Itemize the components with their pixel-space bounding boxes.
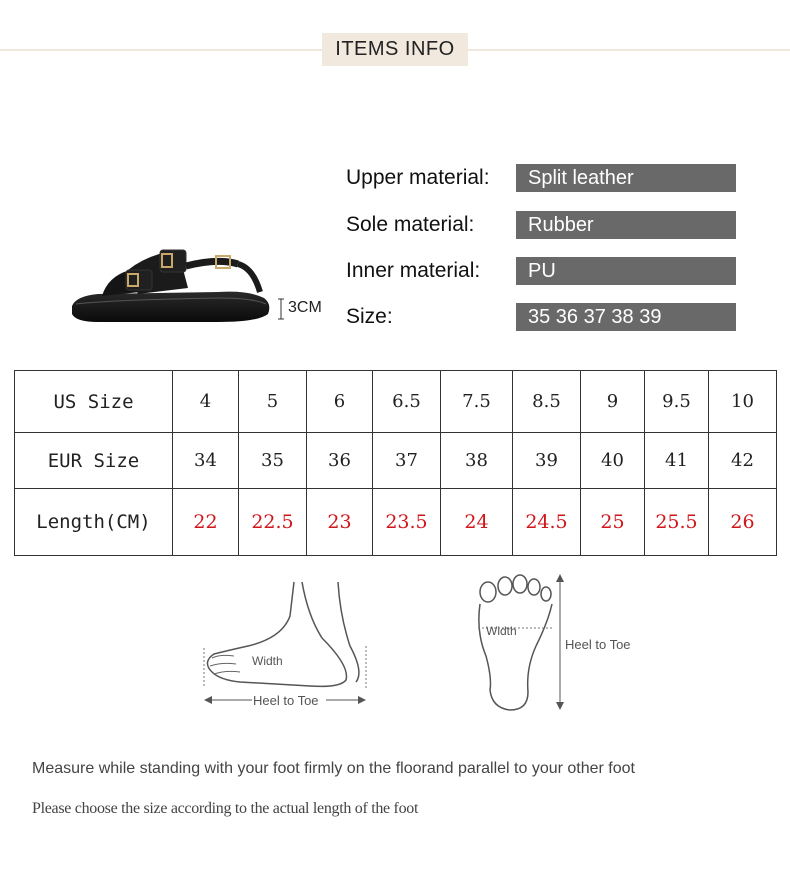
table-cell: 9.5 [645, 371, 709, 433]
table-cell: 41 [645, 433, 709, 489]
table-row-length [15, 489, 777, 556]
size-advice-note: Please choose the size according to the actual length of the foot [32, 800, 419, 817]
table-row-eur-size [15, 433, 777, 489]
spec-value: Split leather [516, 164, 736, 192]
table-cell: 5 [239, 371, 307, 433]
side-width-label: Width [252, 654, 283, 668]
measurement-note: Measure while standing with your foot firmly on the floorand parallel to your other foot [32, 760, 635, 777]
table-cell: 35 [239, 433, 307, 489]
row-header: Length(CM) [15, 489, 173, 556]
table-cell: 6.5 [373, 371, 441, 433]
heel-height-label: 3CM [288, 299, 322, 316]
heel-height-bracket-icon [276, 298, 286, 320]
spec-value: Rubber [516, 211, 736, 239]
table-cell: 36 [307, 433, 373, 489]
table-cell: 25 [581, 489, 645, 556]
table-cell: 7.5 [441, 371, 513, 433]
spec-label: Sole material: [346, 213, 475, 236]
table-cell: 22 [173, 489, 239, 556]
table-cell: 8.5 [513, 371, 581, 433]
table-cell: 6 [307, 371, 373, 433]
spec-value: PU [516, 257, 736, 285]
side-length-label: Heel to Toe [253, 693, 319, 708]
table-cell: 42 [709, 433, 777, 489]
table-cell: 40 [581, 433, 645, 489]
sandal-product-image [68, 236, 280, 332]
spec-label: Inner material: [346, 259, 481, 282]
table-cell: 10 [709, 371, 777, 433]
header-divider-left [0, 49, 322, 51]
table-cell: 25.5 [645, 489, 709, 556]
table-cell: 23.5 [373, 489, 441, 556]
table-cell: 38 [441, 433, 513, 489]
header-divider-right [468, 49, 790, 51]
spec-value: 35 36 37 38 39 [516, 303, 736, 331]
size-chart-table [14, 370, 777, 556]
foot-side-diagram [190, 576, 380, 716]
table-cell: 22.5 [239, 489, 307, 556]
row-header: EUR Size [15, 433, 173, 489]
table-cell: 24 [441, 489, 513, 556]
table-cell: 39 [513, 433, 581, 489]
table-cell: 26 [709, 489, 777, 556]
top-width-label: Width [486, 624, 517, 638]
spec-label: Upper material: [346, 166, 490, 189]
row-header: US Size [15, 371, 173, 433]
table-cell: 37 [373, 433, 441, 489]
table-cell: 24.5 [513, 489, 581, 556]
table-row-us-size [15, 371, 777, 433]
spec-label: Size: [346, 305, 393, 328]
table-cell: 23 [307, 489, 373, 556]
top-length-label: Heel to Toe [565, 637, 631, 652]
table-cell: 34 [173, 433, 239, 489]
table-cell: 9 [581, 371, 645, 433]
foot-top-diagram [460, 572, 650, 716]
table-cell: 4 [173, 371, 239, 433]
section-title: ITEMS INFO [322, 33, 468, 66]
